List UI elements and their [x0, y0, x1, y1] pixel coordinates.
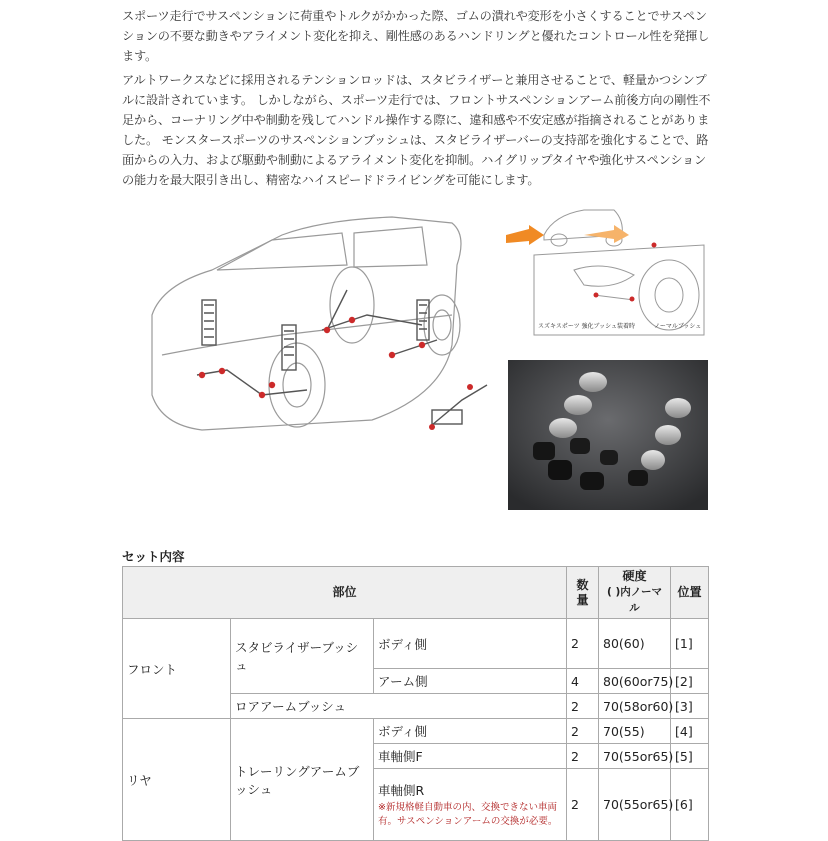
part-trailing-arm: トレーリングアームブッシュ [231, 719, 374, 841]
part-stabilizer: スタビライザーブッシュ [231, 619, 374, 694]
row-hardness: 70(55or65) [599, 744, 671, 769]
row-qty: 2 [567, 744, 599, 769]
row-position: [4] [671, 719, 709, 744]
row-side: ボディ側 [374, 619, 567, 669]
header-part: 部位 [123, 567, 567, 619]
row-side: ボディ側 [374, 719, 567, 744]
intro-paragraph-1: スポーツ走行でサスペンションに荷重やトルクがかかった際、ゴムの潰れや変形を小さくすることでサスペンションの不要な動きやアライメント変化を抑え、剛性感のあるハンドリングと優れたコントロール性を発揮します。 [122, 9, 710, 63]
table-row [123, 719, 709, 744]
bush-comparison-diagram [504, 195, 708, 345]
row-qty: 2 [567, 619, 599, 669]
row-hardness: 70(58or60) [599, 694, 671, 719]
row-position: [6] [671, 769, 709, 841]
row-position: [2] [671, 669, 709, 694]
replacement-note: ※新規格軽自動車の内、交換できない車両有。サスペンションアームの交換が必要。 [378, 801, 558, 827]
set-contents-title: セット内容 [122, 549, 185, 564]
group-front: フロント [123, 619, 231, 719]
row-hardness: 80(60or75) [599, 669, 671, 694]
row-side: 車軸側F [374, 744, 567, 769]
row-side-with-note [374, 769, 567, 841]
row-qty: 2 [567, 719, 599, 744]
diagram-label-sport: スズキスポーツ 強化ブッシュ装着時 [538, 323, 636, 330]
row-hardness: 70(55) [599, 719, 671, 744]
header-position: 位置 [671, 567, 709, 619]
row-position: [5] [671, 744, 709, 769]
bush-product-photo [508, 360, 708, 510]
row-qty: 2 [567, 694, 599, 719]
car-suspension-illustration [122, 195, 500, 460]
header-qty: 数量 [567, 567, 599, 619]
header-hardness [599, 567, 671, 619]
table-header-row [123, 567, 709, 619]
row-position: [1] [671, 619, 709, 669]
group-rear: リヤ [123, 719, 231, 841]
header-hardness-label: 硬度 [622, 569, 647, 583]
set-contents-table [122, 566, 709, 841]
diagram-label-normal: ノーマルブッシュ [654, 323, 702, 330]
table-row [123, 619, 709, 669]
row-side: 車軸側R [378, 782, 425, 798]
part-lower-arm: ロアアームブッシュ [231, 694, 567, 719]
row-side: アーム側 [374, 669, 567, 694]
intro-paragraph-2: アルトワークスなどに採用されるテンションロッドは、スタビライザーと兼用させることで、軽量かつシンプルに設計されています。 しかしながら、スポーツ走行では、フロントサスペンションアーム前後方向の剛性不足から、コーナリング中や制動を残してハンドル操作する際に、違和感や不安定感が指摘されることがありました。 モンスタースポーツのサスペンションブッシュは、スタビライザーバーの支持部を強化することで、路面からの入力、および駆動や制動によるアライメント変化を抑制。ハイグリップタイヤや強化サスペンションの能力を最大限引き出し、精密なハイスピードドライビングを可能にします。 [122, 73, 711, 187]
row-position: [3] [671, 694, 709, 719]
row-hardness: 80(60) [599, 619, 671, 669]
row-qty: 2 [567, 769, 599, 841]
row-qty: 4 [567, 669, 599, 694]
header-hardness-sub: ( )内ノーマル [607, 586, 662, 614]
row-hardness: 70(55or65) [599, 769, 671, 841]
